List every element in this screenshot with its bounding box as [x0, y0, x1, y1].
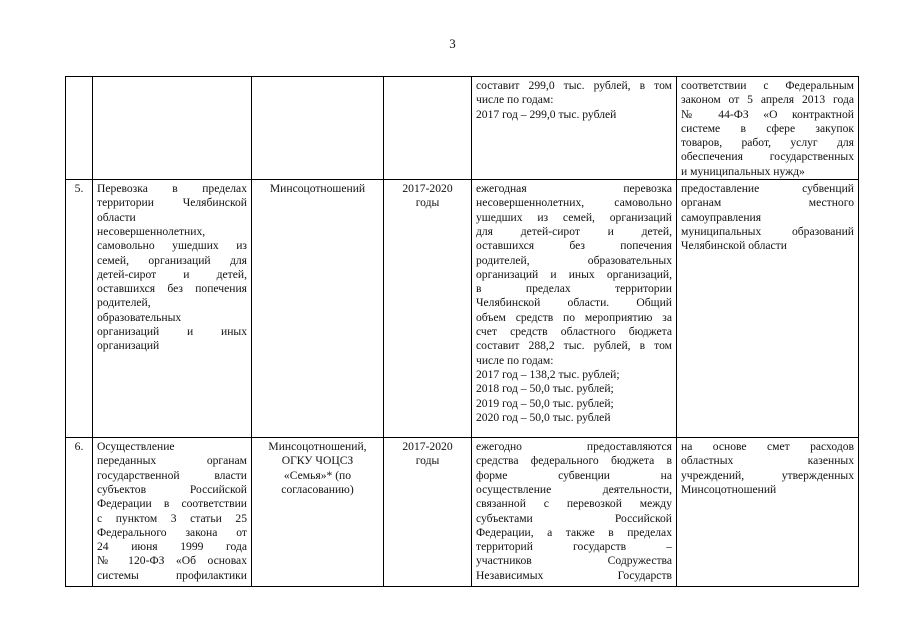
- funding-cell: [472, 438, 677, 587]
- text-line: числе по годам:: [476, 353, 554, 367]
- text-line: самовольно ушедших из: [97, 239, 247, 253]
- text-line: и муниципальных нужд»: [681, 164, 805, 178]
- text-line: Минсоцотношений,: [268, 440, 367, 454]
- row-number-cell: 5.: [66, 180, 93, 438]
- text-line: области: [97, 210, 136, 224]
- text-line: оставшихся без попечения: [476, 239, 672, 253]
- table-row: [66, 438, 859, 587]
- text-line: с пунктом 3 статьи 25: [97, 511, 247, 525]
- text-line: Минсоцотношений: [681, 482, 777, 496]
- text-line: муниципальных образований: [681, 224, 854, 238]
- mechanism-cell: [677, 180, 859, 438]
- text-line: годы: [415, 196, 440, 210]
- text-line: на основе смет расходов: [681, 440, 854, 454]
- text-line: детей-сирот и детей,: [97, 267, 247, 281]
- text-line: предоставление субвенций: [681, 182, 854, 196]
- text-line: 2017-2020: [402, 182, 453, 196]
- period-cell: [384, 180, 472, 438]
- text-line: субъектами Российской: [476, 511, 672, 525]
- text-line: осуществление деятельности,: [476, 482, 672, 496]
- text-line: ушедших из семей, организаций: [476, 210, 672, 224]
- text-line: обеспечения государственных: [681, 150, 854, 164]
- text-line: системы профилактики: [97, 568, 247, 582]
- funding-cell: [472, 77, 677, 180]
- text-line: Федерации в соответствии: [97, 497, 247, 511]
- text-line: Перевозка в пределах: [97, 182, 247, 196]
- text-line: областных казенных: [681, 454, 854, 468]
- text-line: Федерального закона от: [97, 525, 247, 539]
- text-line: соответствии с Федеральным: [681, 79, 854, 92]
- text-line: ежегодно предоставляются: [476, 440, 672, 454]
- table-row: [66, 180, 859, 438]
- text-line: Осуществление: [97, 440, 175, 454]
- measure-name-cell: [93, 438, 252, 587]
- text-line: организаций: [97, 339, 160, 353]
- text-line: Независимых Государств: [476, 568, 672, 582]
- text-line: составит 288,2 тыс. рублей, в том: [476, 339, 672, 353]
- text-line: образовательных: [97, 310, 182, 324]
- text-line: форме субвенции на: [476, 468, 672, 482]
- text-line: ОГКУ ЧОЦСЗ: [281, 454, 354, 468]
- text-line: 2017 год – 299,0 тыс. рублей: [476, 107, 617, 121]
- text-line: 2017 год – 138,2 тыс. рублей;: [476, 367, 620, 381]
- text-line: родителей,: [97, 296, 151, 310]
- text-line: ежегодная перевозка: [476, 182, 672, 196]
- text-line: субъектов Российской: [97, 482, 247, 496]
- row-number-cell: [66, 77, 93, 180]
- text-line: товаров, работ, услуг для: [681, 136, 854, 150]
- text-line: Челябинской области: [681, 239, 787, 253]
- text-line: системе в сфере закупок: [681, 121, 854, 135]
- measure-name-cell: [93, 180, 252, 438]
- text-line: несовершеннолетних, самовольно: [476, 196, 672, 210]
- text-line: оставшихся без попечения: [97, 282, 247, 296]
- text-line: в пределах территории: [476, 282, 672, 296]
- measure-name-cell: [93, 77, 252, 180]
- executor-cell: [252, 180, 384, 438]
- text-line: государственной власти: [97, 468, 247, 482]
- text-line: организаций и иных: [97, 325, 247, 339]
- text-line: счет средств областного бюджета: [476, 325, 672, 339]
- mechanism-cell: [677, 438, 859, 587]
- text-line: объем средств по мероприятию за: [476, 310, 672, 324]
- text-line: средства федерального бюджета в: [476, 454, 672, 468]
- text-line: годы: [415, 454, 440, 468]
- executor-cell: [252, 77, 384, 180]
- text-line: № 120-ФЗ «Об основах: [97, 554, 247, 568]
- text-line: родителей, образовательных: [476, 253, 672, 267]
- text-line: согласованию): [281, 482, 354, 496]
- text-line: 2020 год – 50,0 тыс. рублей: [476, 410, 611, 424]
- text-line: территорий государств –: [476, 540, 672, 554]
- text-line: составит 299,0 тыс. рублей, в том: [476, 79, 672, 92]
- text-line: переданных органам: [97, 454, 247, 468]
- executor-cell: [252, 438, 384, 587]
- text-line: 2017-2020: [402, 440, 453, 454]
- text-line: семей, организаций для: [97, 253, 247, 267]
- measures-table: [65, 76, 859, 587]
- text-line: «Семья»* (по: [283, 468, 352, 482]
- text-line: Минсоцотношений: [269, 182, 366, 196]
- text-line: 2019 год – 50,0 тыс. рублей;: [476, 396, 614, 410]
- text-line: связанной с перевозкой между: [476, 497, 672, 511]
- table-row: [66, 77, 859, 180]
- text-line: для детей-сирот и детей,: [476, 224, 672, 238]
- text-line: 24 июня 1999 года: [97, 540, 247, 554]
- text-line: самоуправления: [681, 210, 762, 224]
- text-line: несовершеннолетних,: [97, 224, 206, 238]
- period-cell: [384, 438, 472, 587]
- text-line: Федерации, а также в пределах: [476, 525, 672, 539]
- text-line: учреждений, утвержденных: [681, 468, 854, 482]
- text-line: Челябинской области. Общий: [476, 296, 672, 310]
- mechanism-cell: [677, 77, 859, 180]
- funding-cell: [472, 180, 677, 438]
- row-number-cell: 6.: [66, 438, 93, 587]
- text-line: законом от 5 апреля 2013 года: [681, 93, 854, 107]
- text-line: участников Содружества: [476, 554, 672, 568]
- page-number: 3: [449, 36, 456, 51]
- text-line: 2018 год – 50,0 тыс. рублей;: [476, 382, 614, 396]
- text-line: числе по годам:: [476, 93, 554, 107]
- text-line: территории Челябинской: [97, 196, 247, 210]
- text-line: организаций и иных организаций,: [476, 267, 672, 281]
- period-cell: [384, 77, 472, 180]
- text-line: органам местного: [681, 196, 854, 210]
- text-line: № 44-ФЗ «О контрактной: [681, 107, 854, 121]
